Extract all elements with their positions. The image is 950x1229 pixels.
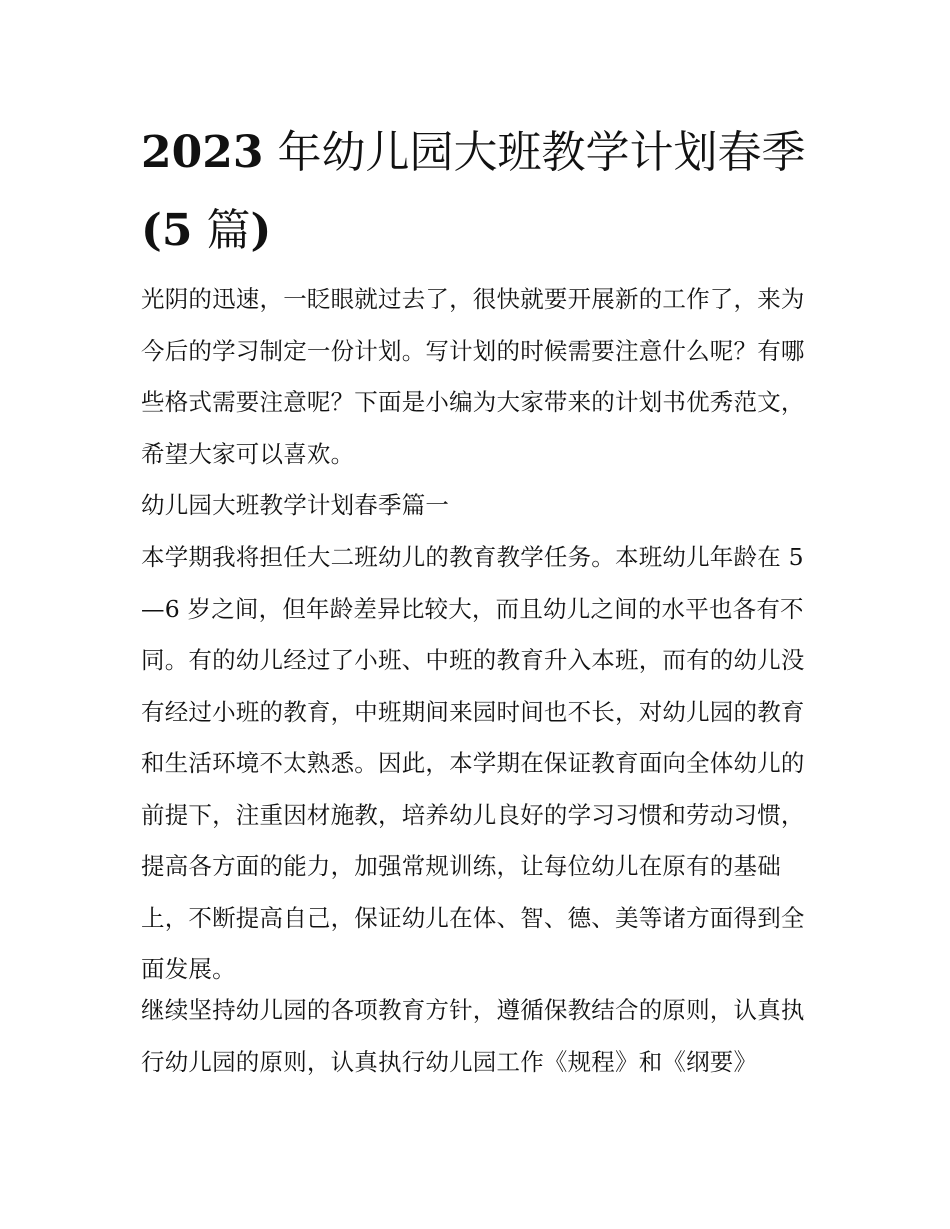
body-paragraph-1: 本学期我将担任大二班幼儿的教育教学任务。本班幼儿年龄在 5—6 岁之间，但年龄差异比较大，而且幼儿之间的水平也各有不同。有的幼儿经过了小班、中班的教育升入本班，而有的幼儿没有经过小班的教育，中班期间来园时间也不长，对幼儿园的教育和生活环境不太熟悉。因此，本学期在保证教育面向全体幼儿的前提下，注重因材施教，培养幼儿良好的学习习惯和劳动习惯，提高各方面的能力，加强常规训练，让每位幼儿在原有的基础上，不断提高自己，保证幼儿在体、智、德、美等诸方面得到全面发展。 bbox=[141, 543, 805, 983]
body-paragraph-2: 继续坚持幼儿园的各项教育方针，遵循保教结合的原则，认真执行幼儿园的原则，认真执行幼儿园工作《规程》和《纲要》 bbox=[141, 996, 805, 1076]
section-heading: 幼儿园大班教学计划春季篇一 bbox=[141, 491, 450, 519]
document-title: 2023 年幼儿园大班教学计划春季(5 篇) bbox=[141, 127, 806, 256]
intro-paragraph: 光阴的迅速，一眨眼就过去了，很快就要开展新的工作了，来为今后的学习制定一份计划。写计划的时候需要注意什么呢？有哪些格式需要注意呢？下面是小编为大家带来的计划书优秀范文，希望大家可以喜欢。 bbox=[141, 285, 805, 468]
